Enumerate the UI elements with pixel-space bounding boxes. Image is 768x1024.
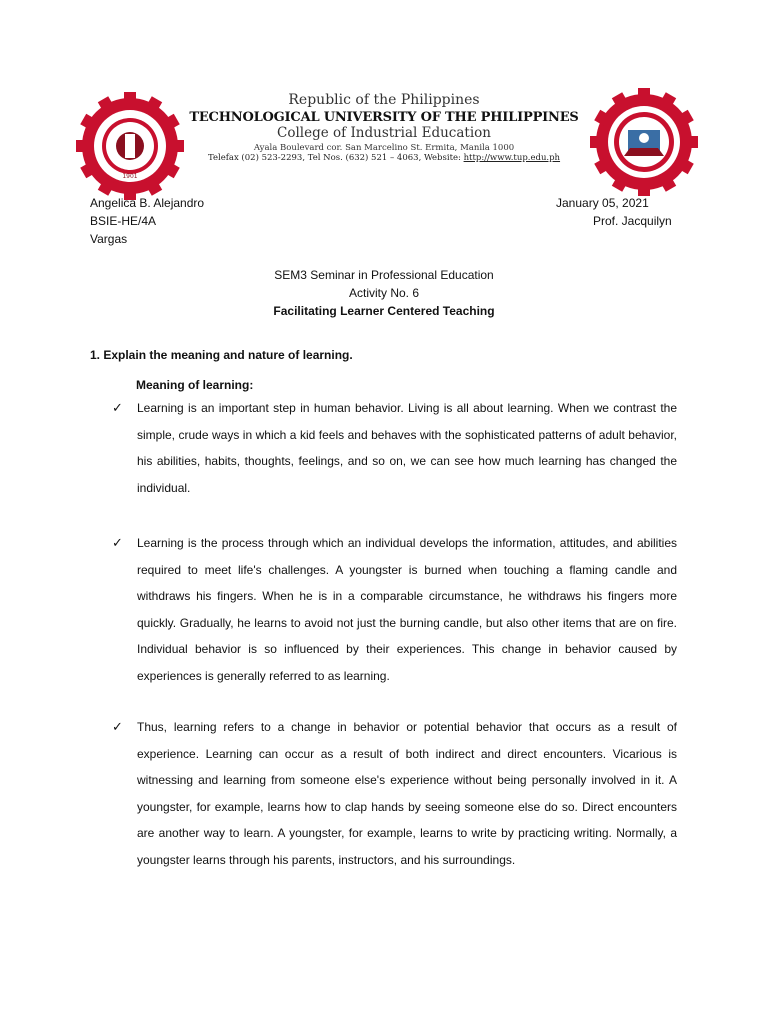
- paragraph-text: Learning is an important step in human behavior. Living is all about learning. When we contrast the simple, crude ways in which a kid feels and behaves with the sophisticated patterns of adult behavior, his abilities, habits, thoughts, feelings, and so on, we can see how much learning has changed the individual.: [137, 401, 677, 495]
- checkmark-icon: ✓: [112, 536, 123, 551]
- letterhead-college: College of Industrial Education: [277, 125, 491, 141]
- letterhead-contact: [160, 153, 608, 163]
- surname-continued: Vargas: [90, 232, 128, 246]
- student-name: Angelica B. Alejandro: [90, 196, 205, 210]
- activity-topic: Facilitating Learner Centered Teaching: [273, 304, 495, 318]
- subheading: Meaning of learning:: [136, 378, 254, 392]
- activity-number: Activity No. 6: [348, 286, 420, 300]
- question-heading: 1. Explain the meaning and nature of learning.: [90, 348, 353, 362]
- course-title: SEM3 Seminar in Professional Education: [274, 268, 494, 282]
- website-link[interactable]: http://www.tup.edu.ph: [463, 153, 561, 163]
- student-section: BSIE-HE/4A: [90, 214, 157, 228]
- contact-numbers: Telefax (02) 523-2293, Tel Nos. (632) 521 – 4063, Website:: [207, 153, 464, 163]
- letterhead-address: Ayala Boulevard cor. San Marcelino St. Ermita, Manila 1000: [253, 143, 515, 153]
- professor-name: Prof. Jacquilyn: [593, 214, 672, 228]
- checkmark-icon: ✓: [112, 720, 123, 735]
- paragraph-text: Learning is the process through which an individual develops the information, attitudes, and abilities required to meet life's challenges. A youngster is burned when touching a flaming candle and withdraws his fingers. When he is in a comparable circumstance, he withdraws his fingers more quickly. Gradually, he learns to avoid not just the burning candle, but also other items that are on fire. Individual behavior is so influenced by their experiences. This change in behavior caused by experiences is generally referred to as learning.: [137, 536, 677, 683]
- letterhead-university: TECHNOLOGICAL UNIVERSITY OF THE PHILIPPINES: [189, 110, 579, 125]
- checkmark-icon: ✓: [112, 401, 123, 416]
- letterhead-republic: Republic of the Philippines: [288, 92, 480, 108]
- paragraph-text: Thus, learning refers to a change in behavior or potential behavior that occurs as a result of experience. Learning can occur as a result of both indirect and direct encounters. Vicarious is witnessing and learning from someone else's experience without being personally involved in it. A youngster, for example, learns how to clap hands by seeing someone else do so. Direct encounters are another way to learn. A youngster, for example, learns to write by practicing writing. Normally, a youngster learns through his parents, instructors, and his surroundings.: [137, 720, 677, 867]
- seal-year-label: 1901: [122, 173, 138, 180]
- document-date: January 05, 2021: [556, 196, 649, 210]
